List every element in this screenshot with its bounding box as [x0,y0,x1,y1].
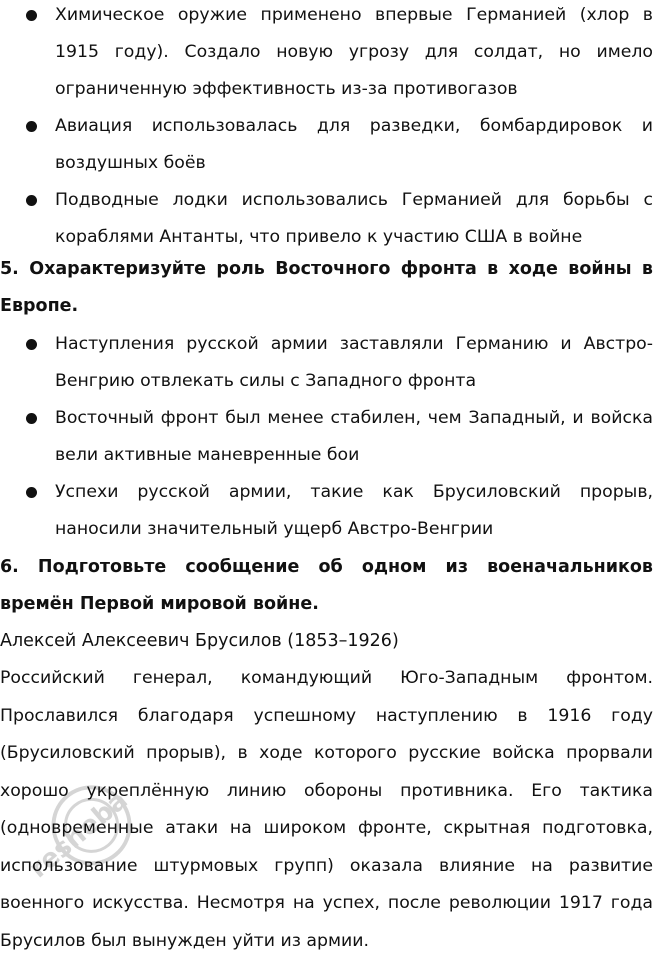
watermark-text: resheba [23,785,134,885]
list-item-text: Авиация использовалась для разведки, бомбардировок и воздушных боёв [55,116,653,173]
section5-bullet-list [0,326,653,548]
list-item-text: Успехи русской армии, такие как Брусиловский прорыв, наносили значительный ущерб Австро-Венгрии [55,482,653,539]
commander-biography: Российский генерал, командующий Юго-Западным фронтом. Прославился благодаря успешному наступлению в 1916 году (Брусиловский прорыв), в ходе которого русские войска прорвали хорошо укреплённую линию обороны противника. Его тактика (одновременные атаки на широком фронте, скрытная подготовка, использование штурмовых групп) оказала влияние на развитие военного искусства. Несмотря на успех, после революции 1917 года Брусилов был вынужден уйти из армии. [0,668,653,951]
list-item-text: Восточный фронт был менее стабилен, чем Западный, и войска вели активные маневренные бои [55,408,653,465]
list-item [0,400,653,474]
list-item-text: Химическое оружие применено впервые Германией (хлор в 1915 году). Создало новую угрозу для солдат, но имело ограниченную эффективность из-за противогазов [55,5,653,99]
section4-bullet-list [0,0,653,256]
bullet-icon [26,121,37,132]
list-item [0,0,653,108]
list-item [0,474,653,548]
commander-name: Алексей Алексеевич Брусилов (1853–1926) [0,631,399,651]
list-item [0,108,653,182]
list-item [0,182,653,256]
bullet-icon [26,339,37,350]
list-item [0,326,653,400]
bullet-icon [26,487,37,498]
bullet-icon [26,413,37,424]
section6-heading: 6. Подготовьте сообщение об одном из военачальников времён Первой мировой войне. [0,557,653,614]
bullet-icon [26,195,37,206]
bullet-icon [26,10,37,21]
list-item-text: Подводные лодки использовались Германией для борьбы с кораблями Антанты, что привело к участию США в войне [55,190,653,247]
list-item-text: Наступления русской армии заставляли Германию и Австро-Венгрию отвлекать силы с Западного фронта [55,334,653,391]
section5-heading: 5. Охарактеризуйте роль Восточного фронта в ходе войны в Европе. [0,259,653,316]
